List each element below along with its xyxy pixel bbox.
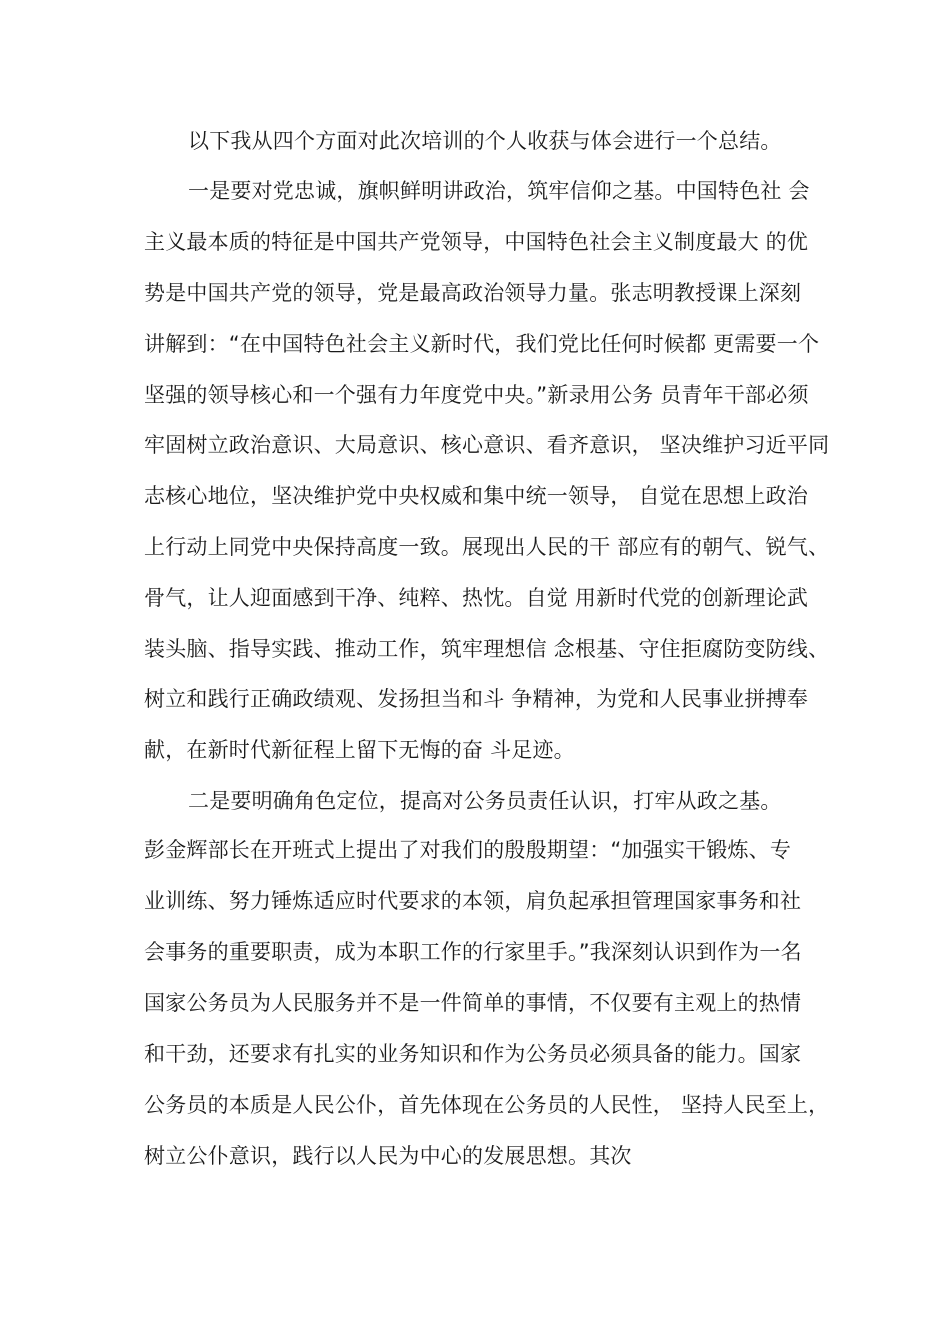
paragraph-line: 树立公仆意识，践行以人民为中心的发展思想。其次 xyxy=(144,1144,632,1168)
paragraph-line: 势是中国共产党的领导，党是最高政治领导力量。张志明教授课上深刻 xyxy=(144,281,802,305)
paragraph-line: 以下我从四个方面对此次培训的个人收获与体会进行一个总结。 xyxy=(188,129,782,153)
paragraph-line: 彭金辉部长在开班式上提出了对我们的殷殷期望：“加强实干锻炼、专 xyxy=(144,838,792,862)
paragraph-line: 公务员的本质是人民公仆，首先体现在公务员的人民性， 坚持人民至上， xyxy=(144,1093,830,1117)
paragraph-line: 献，在新时代新征程上留下无悔的奋 斗足迹。 xyxy=(144,738,575,762)
paragraph-line: 讲解到：“在中国特色社会主义新时代，我们党比任何时候都 更需要一个 xyxy=(144,332,820,356)
paragraph-line: 业训练、努力锤炼适应时代要求的本领，肩负起承担管理国家事务和社 xyxy=(144,889,802,913)
paragraph-line: 志核心地位，坚决维护党中央权威和集中统一领导， 自觉在思想上政治 xyxy=(144,484,809,508)
paragraph-line: 树立和践行正确政绩观、发扬担当和斗 争精神，为党和人民事业拼搏奉 xyxy=(144,687,809,711)
paragraph-line: 和干劲，还要求有扎实的业务知识和作为公务员必须具备的能力。国家 xyxy=(144,1042,802,1066)
paragraph-line: 坚强的领导核心和一个强有力年度党中央。”新录用公务 员青年干部必须 xyxy=(144,383,809,407)
paragraph-line: 一是要对党忠诚，旗帜鲜明讲政治，筑牢信仰之基。中国特色社 会 xyxy=(188,179,810,203)
paragraph-line: 国家公务员为人民服务并不是一件简单的事情，不仅要有主观上的热情 xyxy=(144,991,802,1015)
paragraph-line: 装头脑、指导实践、推动工作，筑牢理想信 念根基、守住拒腐防变防线、 xyxy=(144,637,830,661)
paragraph-line: 牢固树立政治意识、大局意识、核心意识、看齐意识， 坚决维护习近平同 xyxy=(144,433,830,457)
paragraph-line: 会事务的重要职责，成为本职工作的行家里手。”我深刻认识到作为一名 xyxy=(144,940,802,964)
paragraph-line: 上行动上同党中央保持高度一致。展现出人民的干 部应有的朝气、锐气、 xyxy=(144,535,830,559)
paragraph-line: 骨气，让人迎面感到干净、纯粹、热忱。自觉 用新时代党的创新理论武 xyxy=(144,586,809,610)
paragraph-line: 主义最本质的特征是中国共产党领导，中国特色社会主义制度最大 的优 xyxy=(144,230,809,254)
paragraph-line: 二是要明确角色定位，提高对公务员责任认识，打牢从政之基。 xyxy=(188,789,782,813)
